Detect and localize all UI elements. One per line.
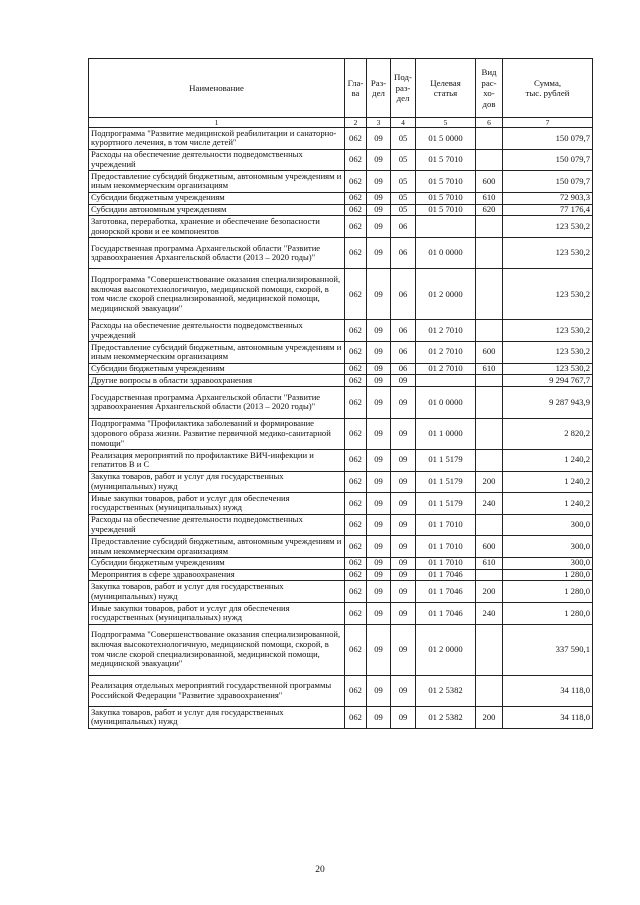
row-podrazdel: 05	[391, 149, 416, 171]
row-podrazdel: 05	[391, 204, 416, 216]
row-glava: 062	[345, 128, 367, 150]
row-podrazdel: 06	[391, 320, 416, 342]
row-target-article: 01 5 7010	[416, 192, 476, 204]
row-razdel: 09	[367, 624, 391, 675]
row-razdel: 09	[367, 707, 391, 729]
row-target-article: 01 2 7010	[416, 320, 476, 342]
column-number: 5	[416, 118, 476, 128]
row-razdel: 09	[367, 471, 391, 493]
row-name: Мероприятия в сфере здравоохранения	[89, 569, 345, 581]
table-row	[89, 603, 593, 625]
row-glava: 062	[345, 569, 367, 581]
header-name: Наименование	[89, 59, 345, 118]
row-glava: 062	[345, 216, 367, 238]
row-expense-type	[476, 237, 503, 268]
row-expense-type: 600	[476, 341, 503, 363]
row-target-article: 01 1 7010	[416, 536, 476, 558]
row-sum: 123 530,2	[503, 237, 593, 268]
table-row	[89, 204, 593, 216]
table-row	[89, 707, 593, 729]
row-podrazdel: 06	[391, 341, 416, 363]
row-sum: 300,0	[503, 514, 593, 536]
row-name: Реализация отдельных мероприятий государственной программы Российской Федерации "Развитие здравоохранения"	[89, 675, 345, 706]
row-razdel: 09	[367, 204, 391, 216]
row-expense-type	[476, 418, 503, 449]
header-sum: Сумма, тыс. рублей	[503, 59, 593, 118]
table-row	[89, 449, 593, 471]
row-expense-type: 600	[476, 171, 503, 193]
row-name: Подпрограмма "Совершенствование оказания специализированной, включая высокотехнологичную, медицинской помощи, скорой, в том числе скорой специализированной, медицинской помощи, медицинской эвакуации"	[89, 624, 345, 675]
row-expense-type	[476, 624, 503, 675]
row-target-article: 01 1 7046	[416, 581, 476, 603]
row-name: Заготовка, переработка, хранение и обеспечение безопасности донорской крови и ее компонентов	[89, 216, 345, 238]
row-podrazdel: 09	[391, 675, 416, 706]
row-expense-type	[476, 569, 503, 581]
page-number: 20	[315, 865, 325, 875]
row-name: Предоставление субсидий бюджетным, автономным учреждениям и иным некоммерческим организациям	[89, 536, 345, 558]
row-expense-type: 200	[476, 471, 503, 493]
table-row	[89, 675, 593, 706]
table-row	[89, 216, 593, 238]
row-target-article: 01 1 5179	[416, 449, 476, 471]
row-target-article: 01 2 0000	[416, 269, 476, 320]
row-expense-type	[476, 449, 503, 471]
row-target-article: 01 5 7010	[416, 171, 476, 193]
row-glava: 062	[345, 204, 367, 216]
row-expense-type	[476, 149, 503, 171]
row-sum: 123 530,2	[503, 341, 593, 363]
row-sum: 1 280,0	[503, 569, 593, 581]
row-name: Реализация мероприятий по профилактике ВИЧ-инфекции и гепатитов В и С	[89, 449, 345, 471]
row-glava: 062	[345, 387, 367, 418]
row-name: Субсидии бюджетным учреждениям	[89, 363, 345, 375]
row-sum: 300,0	[503, 557, 593, 569]
header-expense-type: Вид рас- хо- дов	[476, 59, 503, 118]
table-row	[89, 269, 593, 320]
row-sum: 9 294 767,7	[503, 375, 593, 387]
row-sum: 1 280,0	[503, 603, 593, 625]
row-expense-type: 200	[476, 581, 503, 603]
row-sum: 1 240,2	[503, 493, 593, 515]
row-sum: 77 176,4	[503, 204, 593, 216]
row-name: Субсидии автономным учреждениям	[89, 204, 345, 216]
row-target-article: 01 1 0000	[416, 418, 476, 449]
row-name: Закупка товаров, работ и услуг для государственных (муниципальных) нужд	[89, 707, 345, 729]
row-name: Закупка товаров, работ и услуг для государственных (муниципальных) нужд	[89, 581, 345, 603]
row-target-article: 01 2 5382	[416, 707, 476, 729]
row-sum: 150 079,7	[503, 149, 593, 171]
row-sum: 34 118,0	[503, 675, 593, 706]
table-row	[89, 128, 593, 150]
row-sum: 1 240,2	[503, 449, 593, 471]
row-razdel: 09	[367, 675, 391, 706]
column-number: 4	[391, 118, 416, 128]
table-row	[89, 363, 593, 375]
row-sum: 337 590,1	[503, 624, 593, 675]
row-razdel: 09	[367, 581, 391, 603]
row-glava: 062	[345, 449, 367, 471]
row-razdel: 09	[367, 171, 391, 193]
row-target-article: 01 5 7010	[416, 204, 476, 216]
row-target-article: 01 1 5179	[416, 493, 476, 515]
table-row	[89, 418, 593, 449]
table-row	[89, 471, 593, 493]
row-target-article: 01 5 0000	[416, 128, 476, 150]
row-target-article: 01 2 5382	[416, 675, 476, 706]
row-glava: 062	[345, 536, 367, 558]
row-razdel: 09	[367, 536, 391, 558]
row-podrazdel: 05	[391, 128, 416, 150]
row-razdel: 09	[367, 569, 391, 581]
row-podrazdel: 06	[391, 269, 416, 320]
row-podrazdel: 09	[391, 514, 416, 536]
row-target-article	[416, 216, 476, 238]
row-razdel: 09	[367, 237, 391, 268]
header-glava: Гла- ва	[345, 59, 367, 118]
column-number: 3	[367, 118, 391, 128]
row-name: Другие вопросы в области здравоохранения	[89, 375, 345, 387]
row-razdel: 09	[367, 320, 391, 342]
row-name: Субсидии бюджетным учреждениям	[89, 557, 345, 569]
row-razdel: 09	[367, 149, 391, 171]
row-podrazdel: 09	[391, 493, 416, 515]
row-razdel: 09	[367, 375, 391, 387]
row-name: Предоставление субсидий бюджетным, автономным учреждениям и иным некоммерческим организациям	[89, 341, 345, 363]
row-expense-type	[476, 675, 503, 706]
table-row	[89, 320, 593, 342]
row-glava: 062	[345, 171, 367, 193]
row-razdel: 09	[367, 449, 391, 471]
row-glava: 062	[345, 471, 367, 493]
row-name: Предоставление субсидий бюджетным, автономным учреждениям и иным некоммерческим организациям	[89, 171, 345, 193]
row-podrazdel: 09	[391, 557, 416, 569]
row-name: Иные закупки товаров, работ и услуг для обеспечения государственных (муниципальных) нужд	[89, 493, 345, 515]
row-sum: 150 079,7	[503, 128, 593, 150]
row-glava: 062	[345, 624, 367, 675]
row-glava: 062	[345, 363, 367, 375]
row-target-article: 01 2 7010	[416, 341, 476, 363]
row-name: Иные закупки товаров, работ и услуг для обеспечения государственных (муниципальных) нужд	[89, 603, 345, 625]
row-glava: 062	[345, 514, 367, 536]
header-row	[89, 59, 593, 118]
row-podrazdel: 09	[391, 707, 416, 729]
row-name: Субсидии бюджетным учреждениям	[89, 192, 345, 204]
row-razdel: 09	[367, 387, 391, 418]
row-podrazdel: 09	[391, 471, 416, 493]
table-body	[89, 128, 593, 729]
budget-table-sheet	[88, 58, 592, 729]
row-expense-type: 240	[476, 493, 503, 515]
row-name: Государственная программа Архангельской области "Развитие здравоохранения Архангельской области (2013 – 2020 годы)"	[89, 387, 345, 418]
header-razdel: Раз- дел	[367, 59, 391, 118]
row-target-article: 01 1 7046	[416, 603, 476, 625]
row-razdel: 09	[367, 128, 391, 150]
row-sum: 2 820,2	[503, 418, 593, 449]
row-razdel: 09	[367, 514, 391, 536]
table-row	[89, 581, 593, 603]
row-target-article: 01 1 7010	[416, 514, 476, 536]
row-glava: 062	[345, 418, 367, 449]
row-sum: 150 079,7	[503, 171, 593, 193]
row-glava: 062	[345, 603, 367, 625]
row-target-article: 01 5 7010	[416, 149, 476, 171]
row-expense-type: 620	[476, 204, 503, 216]
budget-table	[88, 58, 593, 729]
row-sum: 72 903,3	[503, 192, 593, 204]
row-podrazdel: 09	[391, 536, 416, 558]
row-sum: 300,0	[503, 536, 593, 558]
row-razdel: 09	[367, 341, 391, 363]
row-glava: 062	[345, 237, 367, 268]
header-target-article: Целевая статья	[416, 59, 476, 118]
row-expense-type	[476, 375, 503, 387]
row-sum: 1 240,2	[503, 471, 593, 493]
table-row	[89, 375, 593, 387]
row-podrazdel: 09	[391, 581, 416, 603]
row-razdel: 09	[367, 269, 391, 320]
row-expense-type	[476, 216, 503, 238]
row-razdel: 09	[367, 493, 391, 515]
row-sum: 123 530,2	[503, 216, 593, 238]
row-podrazdel: 06	[391, 363, 416, 375]
column-number-row	[89, 118, 593, 128]
row-podrazdel: 05	[391, 192, 416, 204]
table-row	[89, 149, 593, 171]
row-glava: 062	[345, 675, 367, 706]
row-name: Закупка товаров, работ и услуг для государственных (муниципальных) нужд	[89, 471, 345, 493]
row-expense-type: 610	[476, 363, 503, 375]
row-sum: 34 118,0	[503, 707, 593, 729]
column-number: 7	[503, 118, 593, 128]
row-glava: 062	[345, 707, 367, 729]
table-row	[89, 569, 593, 581]
row-podrazdel: 09	[391, 387, 416, 418]
row-glava: 062	[345, 375, 367, 387]
row-name: Государственная программа Архангельской области "Развитие здравоохранения Архангельской области (2013 – 2020 годы)"	[89, 237, 345, 268]
row-podrazdel: 05	[391, 171, 416, 193]
row-razdel: 09	[367, 216, 391, 238]
row-target-article: 01 2 7010	[416, 363, 476, 375]
header-podrazdel: Под- раз- дел	[391, 59, 416, 118]
row-expense-type	[476, 514, 503, 536]
row-glava: 062	[345, 269, 367, 320]
row-glava: 062	[345, 341, 367, 363]
column-number: 2	[345, 118, 367, 128]
row-name: Расходы на обеспечение деятельности подведомственных учреждений	[89, 514, 345, 536]
row-name: Расходы на обеспечение деятельности подведомственных учреждений	[89, 320, 345, 342]
row-podrazdel: 09	[391, 449, 416, 471]
row-expense-type: 200	[476, 707, 503, 729]
row-sum: 123 530,2	[503, 320, 593, 342]
row-podrazdel: 06	[391, 237, 416, 268]
row-expense-type	[476, 320, 503, 342]
row-glava: 062	[345, 192, 367, 204]
row-glava: 062	[345, 557, 367, 569]
row-podrazdel: 09	[391, 603, 416, 625]
row-razdel: 09	[367, 363, 391, 375]
row-expense-type: 240	[476, 603, 503, 625]
table-row	[89, 387, 593, 418]
row-target-article: 01 1 5179	[416, 471, 476, 493]
row-expense-type	[476, 269, 503, 320]
row-razdel: 09	[367, 418, 391, 449]
column-number: 6	[476, 118, 503, 128]
table-row	[89, 171, 593, 193]
table-row	[89, 624, 593, 675]
table-row	[89, 536, 593, 558]
row-glava: 062	[345, 581, 367, 603]
row-name: Подпрограмма "Развитие медицинской реабилитации и санаторно-курортного лечения, в том числе детей"	[89, 128, 345, 150]
row-name: Подпрограмма "Совершенствование оказания специализированной, включая высокотехнологичную, медицинской помощи, скорой, в том числе скорой специализированной, медицинской помощи, медицинской эвакуации"	[89, 269, 345, 320]
row-sum: 123 530,2	[503, 269, 593, 320]
row-expense-type: 600	[476, 536, 503, 558]
row-glava: 062	[345, 149, 367, 171]
row-sum: 123 530,2	[503, 363, 593, 375]
row-podrazdel: 09	[391, 418, 416, 449]
row-target-article: 01 1 7010	[416, 557, 476, 569]
table-row	[89, 341, 593, 363]
row-target-article	[416, 375, 476, 387]
row-sum: 9 287 943,9	[503, 387, 593, 418]
table-row	[89, 557, 593, 569]
row-name: Расходы на обеспечение деятельности подведомственных учреждений	[89, 149, 345, 171]
row-podrazdel: 06	[391, 216, 416, 238]
row-expense-type: 610	[476, 557, 503, 569]
row-podrazdel: 09	[391, 569, 416, 581]
row-sum: 1 280,0	[503, 581, 593, 603]
table-row	[89, 514, 593, 536]
row-target-article: 01 0 0000	[416, 387, 476, 418]
row-expense-type	[476, 128, 503, 150]
row-glava: 062	[345, 320, 367, 342]
table-row	[89, 192, 593, 204]
table-row	[89, 237, 593, 268]
row-name: Подпрограмма "Профилактика заболеваний и формирование здорового образа жизни. Развитие первичной медико-санитарной помощи"	[89, 418, 345, 449]
row-target-article: 01 2 0000	[416, 624, 476, 675]
row-target-article: 01 1 7046	[416, 569, 476, 581]
row-glava: 062	[345, 493, 367, 515]
row-podrazdel: 09	[391, 375, 416, 387]
row-expense-type	[476, 387, 503, 418]
row-razdel: 09	[367, 603, 391, 625]
column-number: 1	[89, 118, 345, 128]
row-target-article: 01 0 0000	[416, 237, 476, 268]
row-podrazdel: 09	[391, 624, 416, 675]
row-expense-type: 610	[476, 192, 503, 204]
row-razdel: 09	[367, 192, 391, 204]
row-razdel: 09	[367, 557, 391, 569]
table-row	[89, 493, 593, 515]
